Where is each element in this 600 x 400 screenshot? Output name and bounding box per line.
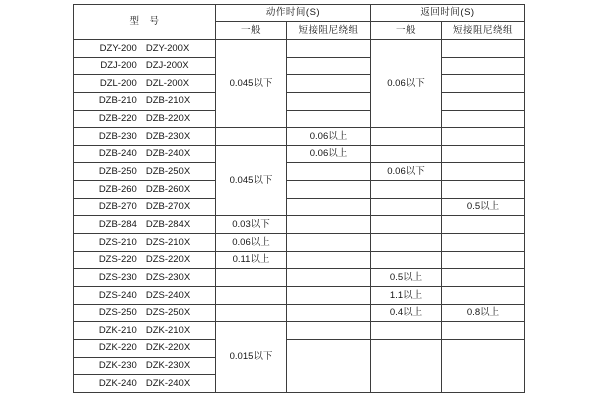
model-name: DZK-210 — [98, 324, 137, 336]
model-name-variant: DZS-210X — [145, 236, 191, 248]
cell-return-general: 0.4以上 — [371, 304, 442, 322]
cell-return-general — [371, 234, 442, 252]
model-name: DZB-230 — [98, 130, 137, 142]
table-row — [74, 198, 525, 216]
cell-return-damping — [442, 339, 525, 392]
header-model: 型 号 — [74, 5, 216, 40]
cell-return-damping — [442, 110, 525, 128]
model-name: DZB-250 — [98, 166, 137, 178]
model-cell — [74, 92, 216, 110]
model-name-variant: DZB-250X — [145, 166, 191, 178]
model-name-variant: DZB-260X — [145, 183, 191, 195]
cell-return-damping — [442, 145, 525, 163]
model-name-variant: DZS-250X — [145, 307, 191, 319]
cell-return-general: 0.06以下 — [371, 163, 442, 181]
table-row — [74, 322, 525, 340]
cell-return-general — [371, 339, 442, 392]
model-name-variant: DZK-220X — [145, 342, 191, 354]
cell-return-general: 0.06以下 — [371, 40, 442, 128]
cell-return-damping — [442, 251, 525, 269]
table-row — [74, 286, 525, 304]
header-row-groups — [74, 5, 525, 22]
model-cell — [74, 251, 216, 269]
cell-return-damping — [442, 234, 525, 252]
model-name: DZS-250 — [98, 307, 137, 319]
model-cell — [74, 181, 216, 199]
model-name: DZL-200 — [99, 77, 137, 89]
model-name: DZB-284 — [98, 218, 137, 230]
cell-action-general: 0.06以上 — [216, 234, 287, 252]
table-row — [74, 128, 525, 146]
cell-action-damping — [287, 198, 371, 216]
cell-action-general: 0.03以下 — [216, 216, 287, 234]
table-row — [74, 181, 525, 199]
cell-action-damping — [287, 181, 371, 199]
model-name: DZB-260 — [98, 183, 137, 195]
model-name-variant: DZK-230X — [145, 360, 191, 372]
cell-action-damping — [287, 322, 371, 340]
model-name-variant: DZB-240X — [145, 148, 191, 160]
cell-return-general — [371, 128, 442, 146]
cell-action-general — [216, 304, 287, 322]
model-cell — [74, 304, 216, 322]
table-body — [74, 40, 525, 393]
model-name-variant: DZS-240X — [145, 289, 191, 301]
table-header — [74, 5, 525, 40]
cell-return-general — [371, 216, 442, 234]
cell-action-damping — [287, 40, 371, 58]
model-name: DZK-220 — [98, 342, 137, 354]
model-cell — [74, 357, 216, 375]
cell-return-damping: 0.5以上 — [442, 198, 525, 216]
model-name-variant: DZB-230X — [145, 130, 191, 142]
table-row — [74, 269, 525, 287]
cell-action-damping — [287, 304, 371, 322]
cell-action-general — [216, 269, 287, 287]
cell-return-damping — [442, 163, 525, 181]
model-name: DZS-230 — [98, 271, 137, 283]
model-cell — [74, 57, 216, 75]
model-cell — [74, 163, 216, 181]
model-name-variant: DZJ-200X — [145, 60, 189, 72]
model-cell — [74, 145, 216, 163]
model-name: DZK-240 — [98, 377, 137, 389]
model-cell — [74, 110, 216, 128]
model-cell — [74, 216, 216, 234]
model-name: DZS-240 — [98, 289, 137, 301]
table-row — [74, 163, 525, 181]
model-name: DZS-210 — [98, 236, 137, 248]
cell-action-damping — [287, 251, 371, 269]
header-return-general: 一般 — [371, 22, 442, 40]
model-cell — [74, 339, 216, 357]
model-name-variant: DZB-220X — [145, 113, 191, 125]
model-name: DZB-270 — [98, 201, 137, 213]
model-name: DZS-220 — [98, 254, 137, 266]
cell-action-general: 0.015以下 — [216, 322, 287, 393]
cell-action-damping — [287, 234, 371, 252]
model-name-variant: DZL-200X — [145, 77, 190, 89]
model-name-variant: DZK-210X — [145, 324, 191, 336]
table-row — [74, 251, 525, 269]
cell-return-damping — [442, 216, 525, 234]
model-name: DZB-210 — [98, 95, 137, 107]
model-name: DZY-200 — [99, 42, 137, 54]
cell-action-damping — [287, 75, 371, 93]
model-cell — [74, 128, 216, 146]
relay-spec-table — [73, 4, 525, 393]
cell-action-damping — [287, 57, 371, 75]
model-cell — [74, 269, 216, 287]
cell-action-damping — [287, 339, 371, 392]
cell-action-damping — [287, 286, 371, 304]
model-cell — [74, 322, 216, 340]
model-name-variant: DZB-210X — [145, 95, 191, 107]
cell-return-general: 0.5以上 — [371, 269, 442, 287]
cell-return-general — [371, 181, 442, 199]
model-name-variant: DZK-240X — [145, 377, 191, 389]
table-row — [74, 92, 525, 110]
cell-action-damping: 0.06以上 — [287, 145, 371, 163]
cell-return-damping: 0.8以上 — [442, 304, 525, 322]
header-action-time: 动作时间(S) — [216, 5, 371, 22]
table-row — [74, 216, 525, 234]
model-name-variant: DZS-230X — [145, 271, 191, 283]
cell-return-damping — [442, 322, 525, 340]
cell-action-damping — [287, 110, 371, 128]
table-row — [74, 57, 525, 75]
cell-return-general — [371, 145, 442, 163]
cell-action-damping — [287, 216, 371, 234]
table-row — [74, 145, 525, 163]
cell-action-general — [216, 128, 287, 146]
model-name: DZB-220 — [98, 113, 137, 125]
cell-return-general — [371, 198, 442, 216]
cell-action-damping: 0.06以上 — [287, 128, 371, 146]
model-cell — [74, 286, 216, 304]
header-action-general: 一般 — [216, 22, 287, 40]
cell-return-damping — [442, 57, 525, 75]
cell-return-damping — [442, 75, 525, 93]
model-name-variant: DZS-220X — [145, 254, 191, 266]
cell-action-damping — [287, 92, 371, 110]
model-name-variant: DZY-200X — [145, 42, 190, 54]
cell-return-general: 1.1以上 — [371, 286, 442, 304]
table-row — [74, 75, 525, 93]
header-return-damping: 短接阻尼绕组 — [442, 22, 525, 40]
model-name: DZK-230 — [98, 360, 137, 372]
model-name: DZB-240 — [98, 148, 137, 160]
model-cell — [74, 375, 216, 393]
table-row — [74, 339, 525, 357]
cell-return-damping — [442, 92, 525, 110]
cell-return-general — [371, 322, 442, 340]
model-cell — [74, 198, 216, 216]
model-cell — [74, 40, 216, 58]
header-action-damping: 短接阻尼绕组 — [287, 22, 371, 40]
cell-return-damping — [442, 269, 525, 287]
header-return-time: 返回时间(S) — [371, 5, 525, 22]
table-row — [74, 40, 525, 58]
cell-return-damping — [442, 40, 525, 58]
table-row — [74, 234, 525, 252]
cell-action-general: 0.11以上 — [216, 251, 287, 269]
cell-action-general: 0.045以下 — [216, 145, 287, 216]
cell-return-damping — [442, 286, 525, 304]
cell-return-damping — [442, 128, 525, 146]
table-row — [74, 304, 525, 322]
cell-action-general — [216, 286, 287, 304]
cell-return-general — [371, 251, 442, 269]
model-name-variant: DZB-284X — [145, 218, 191, 230]
model-cell — [74, 234, 216, 252]
model-name: DZJ-200 — [100, 60, 137, 72]
cell-return-damping — [442, 181, 525, 199]
table-row — [74, 110, 525, 128]
cell-action-damping — [287, 269, 371, 287]
cell-action-damping — [287, 163, 371, 181]
model-name-variant: DZB-270X — [145, 201, 191, 213]
model-cell — [74, 75, 216, 93]
cell-action-general: 0.045以下 — [216, 40, 287, 128]
